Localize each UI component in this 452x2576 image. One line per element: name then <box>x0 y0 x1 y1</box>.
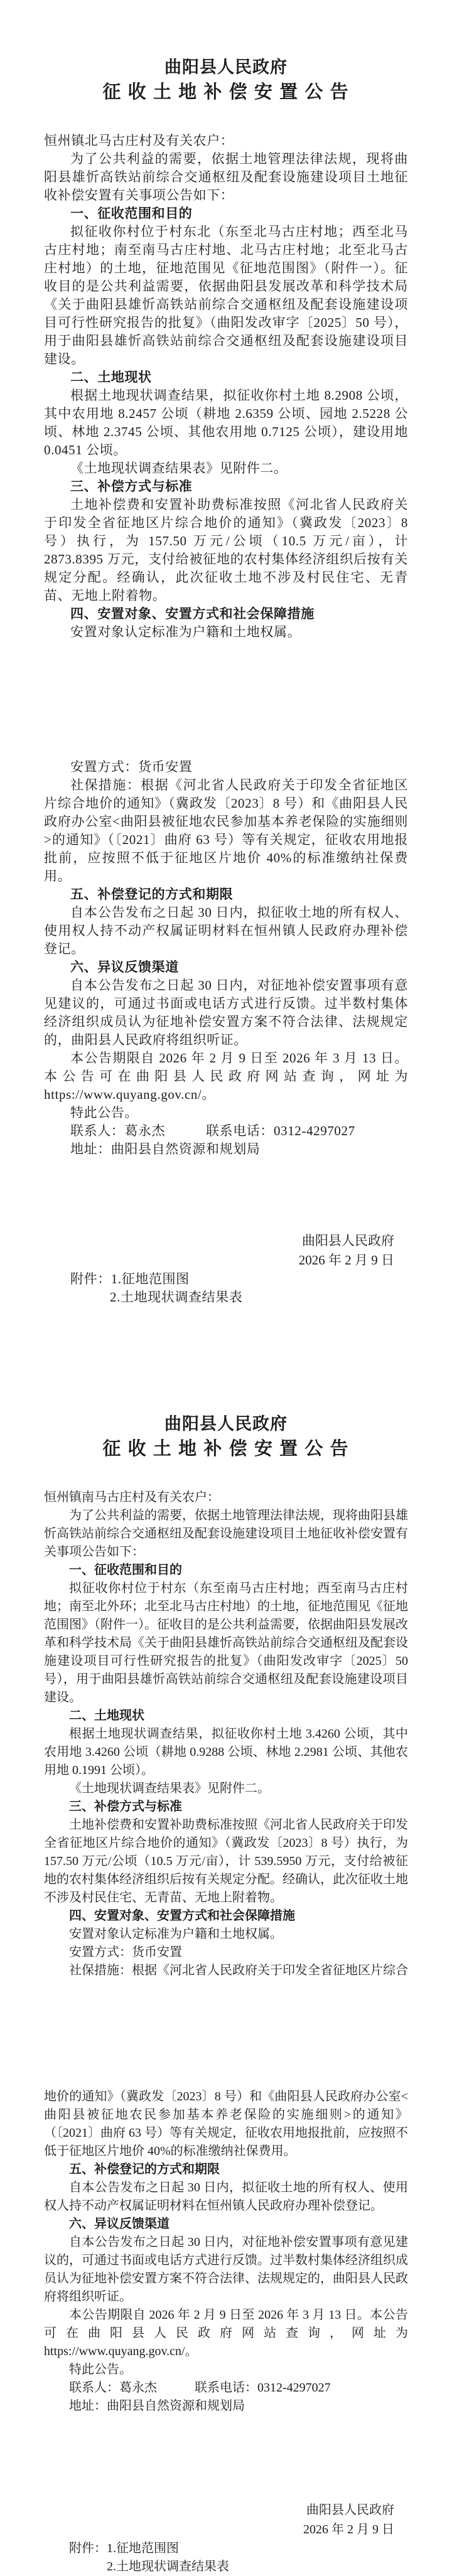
signature-line: 曲阳县人民政府 <box>302 1233 394 1248</box>
paragraph: 附件：1.征地范围图 <box>69 2541 179 2555</box>
section-heading: 五、补偿登记的方式和期限 <box>69 2162 220 2176</box>
signature-line: 曲阳县人民政府 <box>306 2503 394 2517</box>
paragraph: 为了公共利益的需要，依据土地管理法律法规，现将曲阳县雄忻高铁站前综合交通枢纽及配套设施建设项目土地征收补偿安置有关事项公告如下： <box>44 1509 408 1559</box>
paragraph: 地址：曲阳县自然资源和规划局 <box>70 1141 261 1157</box>
paragraph: 自本公告发布之日起 30 日内，对征地补偿安置事项有意见建议的，可通过书面或电话方式进行反馈。过半数村集体经济组织成员认为征地补偿安置方案不符合法律、法规规定的，曲阳县人民政府将组织听证。 <box>44 978 408 1047</box>
section-heading: 三、补偿方式与标准 <box>70 479 193 494</box>
notice-north-maguzhuang <box>44 55 408 1307</box>
signature-gap <box>44 2415 408 2501</box>
paragraph: 为了公共利益的需要，依据土地管理法律法规，现将曲阳县雄忻高铁站前综合交通枢纽及配套设施建设项目土地征收补偿安置有关事项公告如下： <box>44 151 408 203</box>
paragraph: 土地补偿费和安置补助费标准按照《河北省人民政府关于印发全省征地区片综合地价的通知》（冀政发〔2023〕8 号）执行，为 157.50 万元/公顷（10.5 万元/亩），计 2873.8395 万元，支付给被征地的农村集体经济组织后按有关规定分配。经确认，此次征收土地不涉及村民住宅、无青苗、无地上附着物。 <box>44 497 408 603</box>
addressee-line: 恒州镇南马古庄村及有关农户： <box>44 1490 220 1504</box>
attachment-item: 2.土地现状调查结果表 <box>110 1290 243 1305</box>
section-heading: 二、土地现状 <box>69 1709 144 1723</box>
section-heading: 六、异议反馈渠道 <box>70 960 179 975</box>
paragraph: 自本公告发布之日起 30 日内，对征地补偿安置事项有意见建议的，可通过书面或电话方式进行反馈。过半数村集体经济组织成员认为征地补偿安置方案不符合法律、法规规定的，曲阳县人民政府将组织听证。 <box>44 2235 408 2304</box>
section-heading: 四、安置对象、安置方式和社会保障措施 <box>69 1909 295 1923</box>
page-break-gap <box>44 641 408 758</box>
paragraph: 附件：1.征地范围图 <box>70 1271 190 1286</box>
paragraph: 特此公告。 <box>70 1105 138 1120</box>
org-title: 曲阳县人民政府 <box>164 58 288 77</box>
org-title: 曲阳县人民政府 <box>164 1414 288 1433</box>
section-heading: 六、异议反馈渠道 <box>69 2217 170 2231</box>
notice-body <box>44 1488 408 2576</box>
doc-title: 征 收 土 地 补 偿 安 置 公 告 <box>102 82 350 102</box>
doc-title: 征 收 土 地 补 偿 安 置 公 告 <box>102 1439 350 1459</box>
paragraph: 社保措施：根据《河北省人民政府关于印发全省征地区片综合 <box>69 1964 408 1977</box>
paragraph: 根据土地现状调查结果，拟征收你村土地 3.4260 公顷，其中农用地 3.4260 公顷（耕地 0.9288 公顷、林地 2.2981 公顷、其他农用地 0.1991 公顷）。 <box>44 1727 408 1777</box>
paragraph: 特此公告。 <box>69 2363 132 2376</box>
paragraph: 联系人：葛永杰 联系电话：0312-4297027 <box>70 1123 355 1138</box>
signature-gap <box>44 1158 408 1231</box>
paragraph: 地址：曲阳县自然资源和规划局 <box>69 2399 245 2413</box>
paragraph: 安置对象认定标准为户籍和土地权属。 <box>69 1927 282 1941</box>
page-break-gap <box>44 1980 408 2088</box>
paragraph-continuation: 地价的通知》（冀政发〔2023〕8 号）和《曲阳县人民政府办公室<曲阳县被征地农民参加基本养老保险的实施细则>的通知》（〔2021〕曲府 63 号）等有关规定，征收农用地报批前，应按照不低于征地区片地价 40%的标准缴纳社保费用。 <box>44 2090 408 2158</box>
paragraph: 安置对象认定标准为户籍和土地权属。 <box>70 624 301 639</box>
paragraph: 自本公告发布之日起 30 日内，拟征收土地的所有权人、使用权人持不动产权属证明材料在恒州镇人民政府办理补偿登记。 <box>44 905 408 956</box>
paragraph: 《土地现状调查结果表》见附件二。 <box>69 1782 270 1795</box>
notice-south-maguzhuang <box>44 1412 408 2576</box>
attachment-item: 2.土地现状调查结果表 <box>107 2560 229 2573</box>
paragraph: 《土地现状调查结果表》见附件二。 <box>70 461 288 476</box>
paragraph: 自本公告发布之日起 30 日内，拟征收土地的所有权人、使用权人持不动产权属证明材料在恒州镇人民政府办理补偿登记。 <box>44 2181 408 2213</box>
section-heading: 五、补偿登记的方式和期限 <box>70 887 234 902</box>
paragraph: 根据土地现状调查结果，拟征收你村土地 8.2908 公顷，其中农用地 8.2457 公顷（耕地 2.6359 公顷、园地 2.5228 公顷、林地 2.3745 公顷、其他农用地 0.7125 公顷），建设用地 0.0451 公顷。 <box>44 388 408 457</box>
paragraph: 联系人：葛永杰 联系电话：0312-4297027 <box>69 2381 331 2395</box>
paragraph: 安置方式：货币安置 <box>70 759 193 774</box>
paragraph: 拟征收你村位于村东（东至南马古庄村地；西至南马古庄村地；南至北外环；北至北马古庄村地）的土地，征地范围见《征地范围图》（附件一）。征收目的是公共利益需要，依据曲阳县发展改革和科学技术局《关于曲阳县雄忻高铁站前综合交通枢纽及配套设施建设项目可行性研究报告的批复》（曲阳发改审字〔2025〕50 号），用于曲阳县雄忻高铁站前综合交通枢纽及配套设施建设项目建设。 <box>44 1581 408 1704</box>
paragraph: 拟征收你村位于村东北（东至北马古庄村地；西至北马古庄村地；南至南马古庄村地、北马古庄村地；北至北马古庄村地）的土地，征地范围见《征地范围图》（附件一）。征收目的是公共利益需要，依据曲阳县发展改革和科学技术局《关于曲阳县雄忻高铁站前综合交通枢纽及配套设施建设项目可行性研究报告的批复》（曲阳发改审字〔2025〕50 号），用于曲阳县雄忻高铁站前综合交通枢纽及配套设施建设项目建设。 <box>44 224 408 366</box>
section-heading: 一、征收范围和目的 <box>70 206 193 221</box>
section-heading: 一、征收范围和目的 <box>69 1563 182 1577</box>
paragraph: 本公告期限自 2026 年 2 月 9 日至 2026 年 3 月 13 日。本公告可在曲阳县人民政府网站查询，网址为 https://www.quyang.gov.cn/。 <box>44 2308 408 2358</box>
notice-body <box>44 132 408 1307</box>
addressee-line: 恒州镇北马古庄村及有关农户： <box>44 133 234 148</box>
paragraph: 安置方式：货币安置 <box>69 1945 182 1959</box>
signature-line: 2026 年 2 月 9 日 <box>298 1253 394 1268</box>
paragraph: 土地补偿费和安置补助费标准按照《河北省人民政府关于印发全省征地区片综合地价的通知》（冀政发〔2023〕8 号）执行，为 157.50 万元/公顷（10.5 万元/亩），计 539.5950 万元，支付给被征地的农村集体经济组织后按有关规定分配。经确认，此次征收土地不涉及村民住宅、无青苗、无地上附着物。 <box>44 1818 408 1905</box>
paragraph: 本公告期限自 2026 年 2 月 9 日至 2026 年 3 月 13 日。本公告可在曲阳县人民政府网站查询，网址为 https://www.quyang.gov.cn/。 <box>44 1050 408 1102</box>
section-heading: 四、安置对象、安置方式和社会保障措施 <box>70 607 315 621</box>
paragraph: 社保措施：根据《河北省人民政府关于印发全省征地区片综合地价的通知》（冀政发〔2023〕8 号）和《曲阳县人民政府办公室<曲阳县被征地农民参加基本养老保险的实施细则>的通知》（〔2021〕曲府 63 号）等有关规定，征收农用地报批前，应按照不低于征地区片地价 40%的标准缴纳社保费用。 <box>44 778 408 884</box>
signature-line: 2026 年 2 月 9 日 <box>303 2523 394 2536</box>
section-heading: 二、土地现状 <box>70 370 152 385</box>
section-heading: 三、补偿方式与标准 <box>69 1800 182 1814</box>
